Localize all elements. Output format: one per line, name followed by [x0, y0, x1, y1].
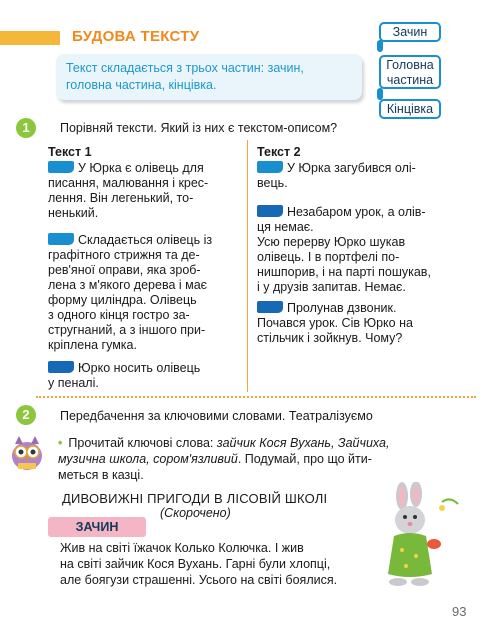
flag-icon [257, 205, 283, 217]
section-label: ЗАЧИН [48, 517, 146, 537]
part-label: Зачин [392, 25, 428, 39]
part-label: Головна [386, 58, 434, 72]
text-1-paragraph-2: Складається олівець із графітного стрижня та де- рев'яної оправи, яка зроб- лена з м'якого дерева і має форму циліндра. Олівець з одного кінця гостро за- стругнаний, а з іншого при- кріплена гумка. [48, 233, 213, 352]
story-text: Жив на світі їжачок Колько Колючка. І жив на світі зайчик Кося Вухань. Гарні були хлопці, але боягузи страшенні. Усього на світі боялися. [60, 541, 338, 587]
part-block-ending [379, 99, 441, 119]
text-2-paragraph-3: Пролунав дзвоник. Почався урок. Сів Юрко на стільчик і зойкнув. Чому? [257, 301, 413, 345]
text-2-paragraph-1: У Юрка загубився олі- вець. [257, 161, 416, 190]
page-number: 93 [452, 604, 467, 619]
info-line-2: головна частина, кінцівка. [66, 78, 217, 92]
text-2-title: Текст 2 [257, 145, 301, 159]
story-subtitle: (Скорочено) [160, 506, 231, 520]
rabbit-illustration [372, 482, 472, 592]
task-2-bullet: • Прочитай ключові слова: зайчик Кося Вухань, Зайчиха, музична школа, сором'язливий. Подумай, про що йти- меться в казці. [58, 436, 390, 482]
part-block-main [379, 55, 441, 89]
flag-icon [48, 233, 74, 245]
task-2-prompt: Передбачення за ключовими словами. Театралізуємо [60, 409, 373, 423]
owl-icon [8, 432, 46, 472]
flag-icon [257, 301, 283, 313]
bullet-icon: • [58, 436, 63, 450]
task-number-1: 1 [16, 118, 36, 138]
text-1-paragraph-3: Юрко носить олівець у пеналі. [48, 361, 201, 390]
flag-icon [48, 361, 74, 373]
info-line-1: Текст складається з трьох частин: зачин, [66, 61, 304, 75]
story-title: ДИВОВИЖНІ ПРИГОДИ В ЛІСОВІЙ ШКОЛІ [62, 491, 328, 506]
flag-icon [257, 161, 283, 173]
text-1-paragraph-1: У Юрка є олівець для писання, малювання і крес- лення. Він легенький, то- ненький. [48, 161, 209, 220]
section-divider [36, 396, 476, 398]
header-strip [0, 31, 60, 45]
task-1-prompt: Порівняй тексти. Який із них є текстом-описом? [60, 121, 338, 135]
text-1-title: Текст 1 [48, 145, 92, 159]
column-divider [247, 140, 248, 392]
part-label: частина [386, 73, 434, 87]
page-title: БУДОВА ТЕКСТУ [72, 28, 200, 45]
info-box [56, 54, 362, 100]
part-block-intro [379, 22, 441, 42]
block-link [377, 40, 383, 52]
task-number-2: 2 [16, 405, 36, 425]
text-2-paragraph-2: Незабаром урок, а олів- ця немає. Усю перерву Юрко шукав олівець. І в портфелі по- нишпорив, і на парті пошукав, і у друзів запитав. Немає. [257, 205, 431, 294]
flag-icon [48, 161, 74, 173]
part-label: Кінцівка [386, 102, 434, 116]
